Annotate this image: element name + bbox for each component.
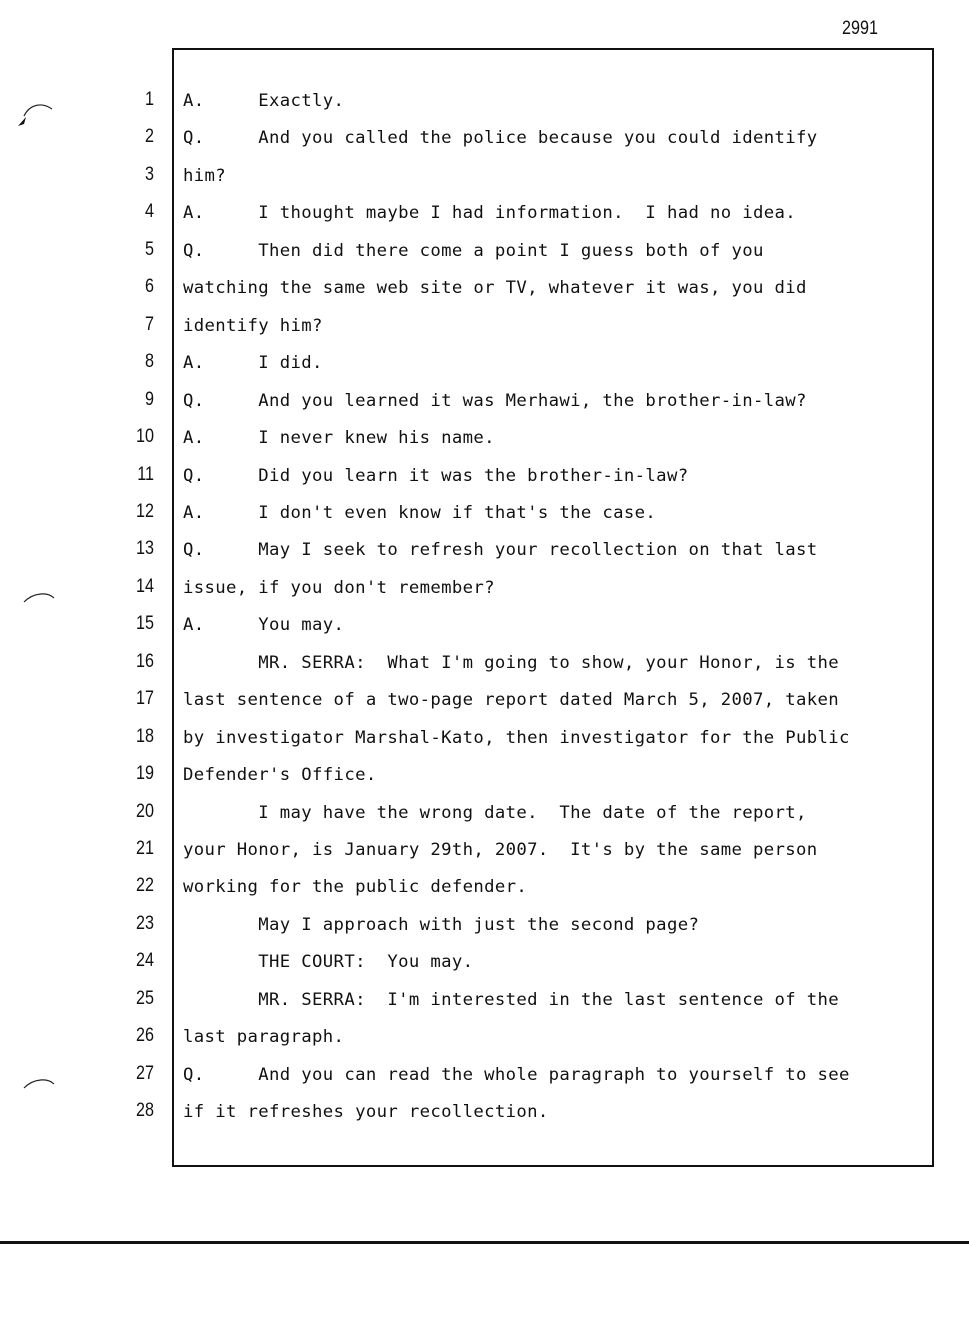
line-number: 9 <box>145 389 154 410</box>
transcript-line: A. You may. <box>183 615 345 635</box>
transcript-line: watching the same web site or TV, whatever it was, you did <box>183 278 807 298</box>
transcript-line: working for the public defender. <box>183 877 528 897</box>
line-number: 1 <box>145 89 154 110</box>
transcript-line: A. I thought maybe I had information. I had no idea. <box>183 203 796 223</box>
transcript-line: last sentence of a two-page report dated March 5, 2007, taken <box>183 690 840 710</box>
line-number: 20 <box>136 801 154 822</box>
transcript-line: MR. SERRA: What I'm going to show, your Honor, is the <box>183 653 840 673</box>
transcript-line: issue, if you don't remember? <box>183 578 495 598</box>
transcript-line: Defender's Office. <box>183 765 377 785</box>
line-number: 25 <box>136 988 154 1009</box>
line-number: 27 <box>136 1063 154 1084</box>
transcript-line: Q. Then did there come a point I guess both of you <box>183 241 764 261</box>
line-number: 14 <box>136 576 154 597</box>
line-number: 7 <box>145 314 154 335</box>
line-number: 24 <box>136 950 154 971</box>
transcript-line: MR. SERRA: I'm interested in the last sentence of the <box>183 990 840 1010</box>
line-number: 23 <box>136 913 154 934</box>
bottom-rule <box>0 1241 969 1244</box>
line-number: 26 <box>136 1025 154 1046</box>
transcript-line: A. I did. <box>183 353 323 373</box>
transcript-line: THE COURT: You may. <box>183 952 474 972</box>
line-number: 15 <box>136 613 154 634</box>
line-number: 4 <box>145 201 154 222</box>
line-number: 18 <box>136 726 154 747</box>
line-number: 28 <box>136 1100 154 1121</box>
margin-arc-mark-icon <box>20 590 60 606</box>
transcript-line: him? <box>183 166 227 186</box>
transcript-line: Q. May I seek to refresh your recollection on that last <box>183 540 818 560</box>
margin-arc-mark-icon <box>14 100 64 136</box>
transcript-line: Q. And you can read the whole paragraph to yourself to see <box>183 1065 850 1085</box>
line-number: 6 <box>145 276 154 297</box>
transcript-line: if it refreshes your recollection. <box>183 1102 549 1122</box>
line-number: 8 <box>145 351 154 372</box>
transcript-line: identify him? <box>183 316 323 336</box>
line-number: 22 <box>136 875 154 896</box>
transcript-line: your Honor, is January 29th, 2007. It's by the same person <box>183 840 818 860</box>
line-number: 12 <box>136 501 154 522</box>
line-number: 16 <box>136 651 154 672</box>
page-number: 2991 <box>842 18 878 39</box>
margin-arc-mark-icon <box>20 1076 60 1092</box>
transcript-line: A. I never knew his name. <box>183 428 495 448</box>
line-number: 13 <box>136 538 154 559</box>
transcript-line: Q. Did you learn it was the brother-in-law? <box>183 466 689 486</box>
transcript-line: I may have the wrong date. The date of the report, <box>183 803 807 823</box>
line-number: 19 <box>136 763 154 784</box>
transcript-line: by investigator Marshal-Kato, then investigator for the Public <box>183 728 850 748</box>
transcript-line: A. I don't even know if that's the case. <box>183 503 657 523</box>
transcript-line: last paragraph. <box>183 1027 345 1047</box>
line-number: 21 <box>136 838 154 859</box>
line-number: 11 <box>137 464 154 485</box>
transcript-line: May I approach with just the second page? <box>183 915 700 935</box>
line-number: 17 <box>136 688 154 709</box>
line-number: 3 <box>145 164 154 185</box>
line-number: 10 <box>136 426 154 447</box>
transcript-line: A. Exactly. <box>183 91 345 111</box>
line-number: 5 <box>145 239 154 260</box>
transcript-line: Q. And you called the police because you could identify <box>183 128 818 148</box>
line-number: 2 <box>145 126 154 147</box>
transcript-line: Q. And you learned it was Merhawi, the brother-in-law? <box>183 391 807 411</box>
